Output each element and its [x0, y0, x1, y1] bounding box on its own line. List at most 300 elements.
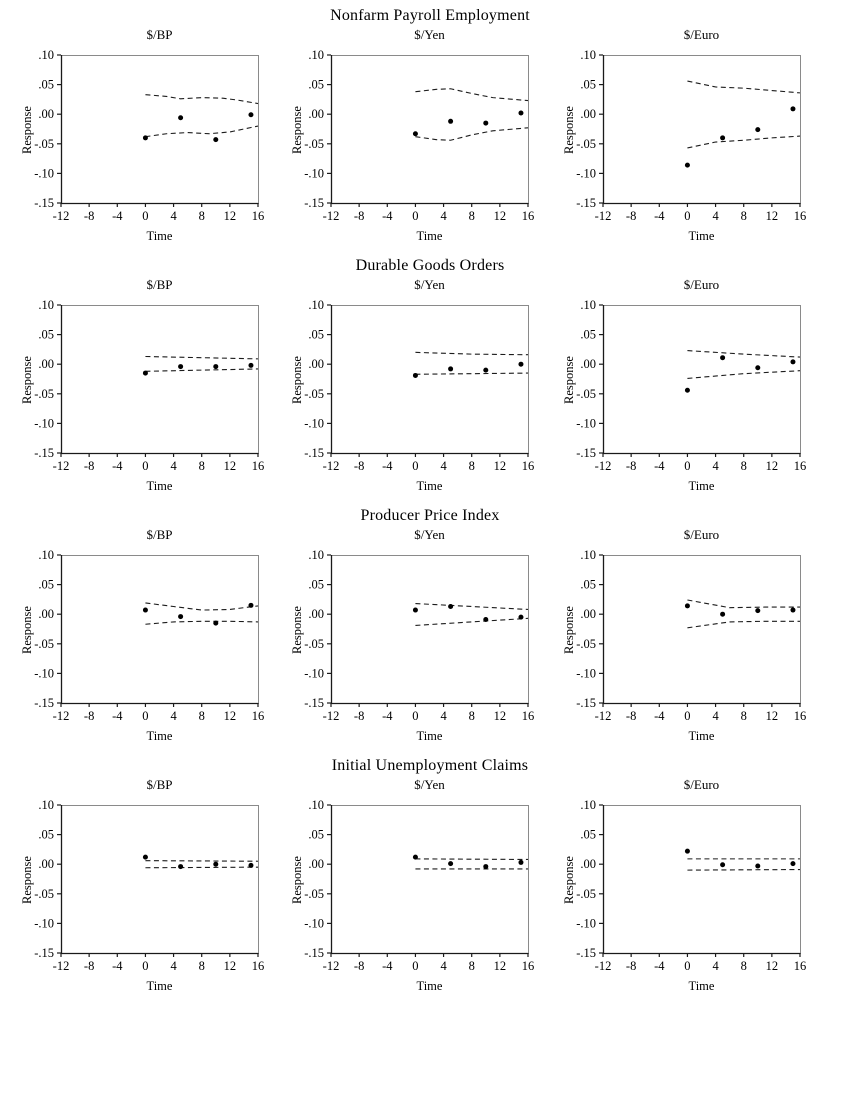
chart-panel [286, 250, 556, 500]
response-dot [448, 119, 453, 124]
upper-confidence-band [145, 95, 258, 104]
chart-panel [558, 500, 828, 750]
y-tick-label: -.15 [576, 196, 596, 210]
panel-subtitle: $/Euro [683, 27, 720, 42]
panel-subtitle: $/Euro [683, 277, 720, 292]
x-axis-label: Time [688, 479, 715, 493]
x-tick-label: 12 [765, 209, 779, 223]
panel-subtitle: $/BP [146, 527, 173, 542]
x-tick-label: 0 [142, 459, 149, 473]
figure-row-durable-goods [0, 250, 863, 500]
y-tick-label: -.15 [34, 196, 54, 210]
lower-confidence-band [145, 867, 258, 868]
y-axis-label: Response [562, 356, 576, 404]
y-tick-label: -.10 [304, 916, 324, 931]
x-axis-label: Time [416, 729, 443, 743]
x-tick-label: -12 [52, 959, 70, 973]
x-tick-label: 4 [170, 209, 177, 223]
x-tick-label: 4 [440, 709, 447, 723]
chart-panel [16, 750, 286, 1000]
x-tick-label: 0 [684, 459, 691, 473]
x-tick-label: 0 [142, 959, 149, 973]
x-axis-label: Time [146, 979, 173, 993]
y-tick-label: .00 [580, 107, 596, 122]
x-tick-label: -12 [322, 709, 340, 723]
x-axis-label: Time [146, 229, 173, 243]
y-axis-label: Response [20, 106, 34, 154]
x-tick-label: -4 [382, 209, 393, 223]
plot-frame [332, 306, 529, 454]
y-tick-label: -.05 [304, 386, 324, 401]
x-tick-label: -4 [112, 459, 123, 473]
x-tick-label: 8 [198, 209, 205, 223]
response-dot [213, 364, 218, 369]
y-tick-label: .05 [580, 327, 596, 342]
row-title: Producer Price Index [360, 507, 500, 524]
y-tick-label: -.15 [34, 696, 54, 710]
upper-confidence-band [415, 859, 528, 860]
y-tick-label: .10 [580, 798, 596, 812]
y-tick-label: -.10 [34, 416, 54, 431]
y-tick-label: -.10 [34, 666, 54, 681]
y-axis-label: Response [290, 856, 304, 904]
y-tick-label: .00 [38, 357, 54, 372]
x-tick-label: -12 [322, 459, 340, 473]
x-tick-label: 4 [712, 959, 719, 973]
x-tick-label: -4 [654, 709, 665, 723]
x-axis-label: Time [416, 229, 443, 243]
plot-frame [604, 556, 801, 704]
chart-panel [286, 750, 556, 1000]
upper-confidence-band [687, 81, 800, 93]
lower-confidence-band [687, 136, 800, 148]
x-tick-label: -12 [52, 709, 70, 723]
x-tick-label: -12 [322, 209, 340, 223]
upper-confidence-band [145, 861, 258, 862]
x-tick-label: 8 [198, 459, 205, 473]
y-tick-label: -.15 [34, 946, 54, 960]
response-dot [685, 603, 690, 608]
x-tick-label: -12 [52, 459, 70, 473]
y-tick-label: -.05 [576, 886, 596, 901]
y-tick-label: .00 [38, 107, 54, 122]
x-tick-label: 12 [765, 959, 779, 973]
x-tick-label: -4 [112, 709, 123, 723]
scatter-plot [16, 250, 286, 500]
y-axis-label: Response [20, 856, 34, 904]
x-tick-label: 12 [223, 709, 237, 723]
scatter-plot [558, 0, 828, 250]
x-tick-label: 16 [521, 459, 535, 473]
response-dot [213, 862, 218, 867]
chart-panel [286, 500, 556, 750]
y-axis-label: Response [290, 106, 304, 154]
chart-panel [16, 250, 286, 500]
plot-frame [332, 56, 529, 204]
y-tick-label: -.10 [304, 666, 324, 681]
lower-confidence-band [145, 369, 258, 371]
y-tick-label: -.15 [304, 196, 324, 210]
response-dot [518, 362, 523, 367]
response-dot [518, 615, 523, 620]
y-tick-label: -.15 [576, 446, 596, 460]
upper-confidence-band [145, 603, 258, 610]
x-tick-label: 4 [712, 459, 719, 473]
y-axis-label: Response [562, 856, 576, 904]
x-axis-label: Time [688, 979, 715, 993]
plot-frame [332, 806, 529, 954]
upper-confidence-band [687, 600, 800, 608]
panel-subtitle: $/Yen [414, 527, 445, 542]
response-dot [790, 106, 795, 111]
y-tick-label: .05 [580, 77, 596, 92]
scatter-plot [558, 750, 828, 1000]
x-tick-label: -12 [52, 209, 70, 223]
upper-confidence-band [145, 357, 258, 359]
row-title: Nonfarm Payroll Employment [330, 7, 530, 24]
x-tick-label: 8 [198, 959, 205, 973]
y-tick-label: .00 [38, 607, 54, 622]
response-dot [790, 861, 795, 866]
x-tick-label: 0 [412, 959, 419, 973]
response-dot [518, 860, 523, 865]
y-tick-label: .00 [308, 857, 324, 872]
y-tick-label: .10 [580, 298, 596, 312]
x-tick-label: 12 [493, 209, 507, 223]
x-tick-label: -4 [382, 459, 393, 473]
panel-subtitle: $/Yen [414, 27, 445, 42]
x-tick-label: 12 [493, 709, 507, 723]
lower-confidence-band [687, 371, 800, 379]
x-tick-label: 8 [740, 459, 747, 473]
y-tick-label: .05 [308, 77, 324, 92]
y-axis-label: Response [290, 606, 304, 654]
y-tick-label: .05 [580, 827, 596, 842]
y-tick-label: .00 [38, 857, 54, 872]
x-tick-label: 8 [740, 709, 747, 723]
lower-confidence-band [687, 621, 800, 628]
y-tick-label: -.10 [576, 916, 596, 931]
scatter-plot [558, 500, 828, 750]
x-tick-label: -8 [625, 459, 637, 473]
panel-subtitle: $/Yen [414, 277, 445, 292]
y-tick-label: -.05 [576, 386, 596, 401]
response-dot [413, 373, 418, 378]
x-tick-label: 8 [468, 959, 475, 973]
response-dot [143, 135, 148, 140]
y-tick-label: .00 [308, 107, 324, 122]
x-tick-label: 8 [468, 459, 475, 473]
x-tick-label: 0 [412, 709, 419, 723]
x-tick-label: -8 [353, 209, 365, 223]
y-tick-label: .10 [580, 548, 596, 562]
panel-subtitle: $/BP [146, 777, 173, 792]
y-tick-label: .10 [580, 48, 596, 62]
y-tick-label: .10 [308, 798, 324, 812]
x-tick-label: 16 [521, 959, 535, 973]
x-tick-label: -8 [83, 209, 95, 223]
y-tick-label: .05 [580, 577, 596, 592]
response-dot [413, 131, 418, 136]
x-tick-label: 12 [223, 959, 237, 973]
x-tick-label: -12 [322, 959, 340, 973]
response-dot [755, 608, 760, 613]
upper-confidence-band [687, 351, 800, 358]
scatter-plot [16, 500, 286, 750]
y-tick-label: -.15 [304, 696, 324, 710]
x-tick-label: 16 [793, 709, 807, 723]
response-dot [720, 612, 725, 617]
x-tick-label: 4 [712, 209, 719, 223]
x-tick-label: 12 [223, 209, 237, 223]
y-tick-label: .10 [38, 798, 54, 812]
y-tick-label: -.05 [34, 886, 54, 901]
response-dot [213, 621, 218, 626]
figure-row-producer-price [0, 500, 863, 750]
y-axis-label: Response [290, 356, 304, 404]
x-tick-label: -8 [625, 709, 637, 723]
x-tick-label: -8 [83, 709, 95, 723]
y-tick-label: .05 [308, 327, 324, 342]
y-tick-label: .10 [38, 548, 54, 562]
plot-frame [604, 306, 801, 454]
response-dot [483, 864, 488, 869]
response-dot [518, 111, 523, 116]
x-tick-label: 16 [521, 709, 535, 723]
response-dot [143, 371, 148, 376]
x-tick-label: 16 [251, 959, 265, 973]
y-tick-label: .05 [38, 827, 54, 842]
y-tick-label: -.10 [576, 666, 596, 681]
x-tick-label: -12 [594, 959, 612, 973]
x-axis-label: Time [146, 729, 173, 743]
x-tick-label: 16 [521, 209, 535, 223]
upper-confidence-band [415, 89, 528, 101]
response-dot [483, 617, 488, 622]
y-tick-label: .00 [580, 607, 596, 622]
y-axis-label: Response [562, 606, 576, 654]
y-tick-label: .10 [38, 298, 54, 312]
plot-frame [332, 556, 529, 704]
response-dot [483, 121, 488, 126]
y-tick-label: .00 [580, 857, 596, 872]
y-tick-label: .10 [308, 548, 324, 562]
figure-row-nonfarm-payroll [0, 0, 863, 250]
chart-panel [16, 500, 286, 750]
response-dot [413, 608, 418, 613]
x-tick-label: 0 [412, 459, 419, 473]
x-tick-label: 16 [251, 459, 265, 473]
y-tick-label: .00 [308, 607, 324, 622]
response-dot [790, 359, 795, 364]
y-tick-label: -.10 [576, 166, 596, 181]
lower-confidence-band [415, 618, 528, 625]
y-tick-label: .10 [38, 48, 54, 62]
x-axis-label: Time [146, 479, 173, 493]
x-tick-label: -8 [353, 459, 365, 473]
chart-panel [16, 0, 286, 250]
x-axis-label: Time [416, 979, 443, 993]
x-tick-label: 8 [198, 709, 205, 723]
x-tick-label: 4 [440, 209, 447, 223]
chart-panel [558, 0, 828, 250]
y-tick-label: -.15 [304, 446, 324, 460]
response-dot [178, 115, 183, 120]
x-tick-label: 0 [684, 959, 691, 973]
x-tick-label: -4 [112, 209, 123, 223]
y-tick-label: -.05 [34, 136, 54, 151]
x-tick-label: -4 [382, 709, 393, 723]
x-tick-label: 12 [493, 459, 507, 473]
x-tick-label: -12 [594, 209, 612, 223]
response-dot [248, 863, 253, 868]
y-tick-label: -.15 [576, 696, 596, 710]
scatter-plot [286, 250, 556, 500]
x-tick-label: 0 [142, 709, 149, 723]
x-tick-label: -8 [353, 709, 365, 723]
response-dot [790, 608, 795, 613]
y-tick-label: .10 [308, 48, 324, 62]
y-tick-label: -.10 [304, 166, 324, 181]
y-tick-label: -.05 [304, 136, 324, 151]
response-dot [213, 137, 218, 142]
response-dot [685, 388, 690, 393]
y-tick-label: -.15 [34, 446, 54, 460]
response-dot [720, 355, 725, 360]
x-tick-label: 8 [740, 209, 747, 223]
response-dot [248, 112, 253, 117]
scatter-plot [16, 0, 286, 250]
panel-subtitle: $/BP [146, 27, 173, 42]
x-tick-label: 12 [493, 959, 507, 973]
plot-frame [62, 56, 259, 204]
x-tick-label: 0 [684, 209, 691, 223]
x-tick-label: 8 [740, 959, 747, 973]
response-dot [448, 604, 453, 609]
scatter-plot [286, 750, 556, 1000]
response-dot [755, 863, 760, 868]
chart-panel [558, 750, 828, 1000]
upper-confidence-band [415, 604, 528, 610]
y-tick-label: .00 [308, 357, 324, 372]
lower-confidence-band [145, 621, 258, 624]
y-tick-label: -.05 [576, 636, 596, 651]
scatter-plot [286, 500, 556, 750]
x-tick-label: 0 [412, 209, 419, 223]
x-tick-label: -4 [654, 959, 665, 973]
y-tick-label: .10 [308, 298, 324, 312]
x-tick-label: -4 [654, 459, 665, 473]
scatter-plot [286, 0, 556, 250]
y-tick-label: -.10 [34, 166, 54, 181]
response-dot [755, 365, 760, 370]
x-tick-label: 16 [251, 709, 265, 723]
y-tick-label: -.05 [576, 136, 596, 151]
lower-confidence-band [687, 870, 800, 871]
y-tick-label: -.10 [34, 916, 54, 931]
x-tick-label: 16 [251, 209, 265, 223]
y-tick-label: .00 [580, 357, 596, 372]
x-tick-label: -8 [83, 459, 95, 473]
response-dot [720, 135, 725, 140]
response-dot [483, 368, 488, 373]
x-axis-label: Time [416, 479, 443, 493]
x-tick-label: 12 [765, 709, 779, 723]
y-tick-label: -.05 [304, 886, 324, 901]
figure-row-unemployment-claims [0, 750, 863, 1000]
y-axis-label: Response [562, 106, 576, 154]
response-dot [720, 862, 725, 867]
y-tick-label: -.05 [34, 386, 54, 401]
y-axis-label: Response [20, 356, 34, 404]
x-tick-label: 16 [793, 209, 807, 223]
x-tick-label: 12 [765, 459, 779, 473]
y-tick-label: -.15 [304, 946, 324, 960]
x-tick-label: 16 [793, 459, 807, 473]
lower-confidence-band [415, 128, 528, 140]
plot-frame [604, 806, 801, 954]
chart-panel [286, 0, 556, 250]
y-tick-label: .05 [308, 827, 324, 842]
scatter-plot [558, 250, 828, 500]
x-tick-label: -4 [382, 959, 393, 973]
x-tick-label: 4 [440, 459, 447, 473]
x-tick-label: 4 [170, 959, 177, 973]
panel-subtitle: $/Yen [414, 777, 445, 792]
y-tick-label: .05 [38, 577, 54, 592]
x-tick-label: 8 [468, 709, 475, 723]
row-title: Initial Unemployment Claims [331, 757, 529, 774]
x-tick-label: 4 [170, 709, 177, 723]
x-tick-label: -8 [625, 209, 637, 223]
response-dot [448, 366, 453, 371]
y-tick-label: -.10 [576, 416, 596, 431]
chart-panel [558, 250, 828, 500]
x-tick-label: -4 [654, 209, 665, 223]
response-dot [755, 127, 760, 132]
response-dot [178, 364, 183, 369]
plot-frame [62, 306, 259, 454]
x-tick-label: -12 [594, 459, 612, 473]
y-axis-label: Response [20, 606, 34, 654]
x-axis-label: Time [688, 729, 715, 743]
x-tick-label: 4 [170, 459, 177, 473]
response-dot [178, 614, 183, 619]
plot-frame [62, 556, 259, 704]
panel-subtitle: $/Euro [683, 527, 720, 542]
response-dot [248, 363, 253, 368]
x-tick-label: 8 [468, 209, 475, 223]
x-tick-label: 0 [684, 709, 691, 723]
x-tick-label: -4 [112, 959, 123, 973]
lower-confidence-band [415, 373, 528, 374]
panel-subtitle: $/BP [146, 277, 173, 292]
row-title: Durable Goods Orders [355, 257, 505, 274]
x-tick-label: 16 [793, 959, 807, 973]
scatter-plot [16, 750, 286, 1000]
response-dot [413, 855, 418, 860]
y-tick-label: .05 [38, 77, 54, 92]
x-tick-label: -8 [625, 959, 637, 973]
y-tick-label: .05 [308, 577, 324, 592]
x-tick-label: 12 [223, 459, 237, 473]
y-tick-label: -.15 [576, 946, 596, 960]
plot-frame [62, 806, 259, 954]
x-tick-label: -8 [83, 959, 95, 973]
plot-frame [604, 56, 801, 204]
y-tick-label: .05 [38, 327, 54, 342]
y-tick-label: -.05 [304, 636, 324, 651]
